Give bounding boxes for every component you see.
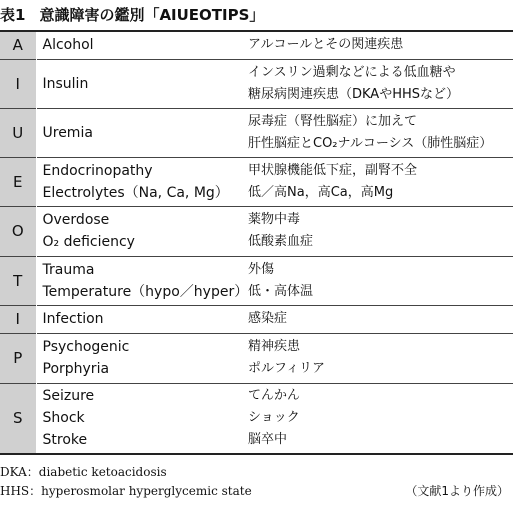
japanese-description-cell — [242, 305, 513, 333]
japanese-description: 低／高Na，高Ca，高Mg — [248, 184, 394, 200]
english-cause: Psychogenic — [42, 339, 130, 355]
japanese-description-cell — [242, 59, 513, 108]
japanese-description: ポルフィリア — [248, 361, 325, 376]
mnemonic-letter: A — [0, 31, 36, 59]
english-cause-cell — [36, 256, 249, 305]
japanese-description-cell — [242, 333, 513, 383]
table-row — [0, 333, 513, 383]
english-cause-cell — [36, 333, 242, 383]
japanese-description: てんかん — [248, 388, 301, 404]
english-cause-cell — [36, 305, 242, 333]
aiueotips-table — [0, 30, 513, 455]
mnemonic-letter: O — [0, 206, 36, 256]
english-cause: Endocrinopathy — [42, 162, 153, 179]
mnemonic-letter: E — [0, 157, 36, 206]
english-cause: Infection — [42, 311, 104, 327]
mnemonic-letter: I — [0, 59, 36, 108]
english-cause: Porphyria — [42, 361, 110, 377]
english-cause-cell — [36, 59, 242, 108]
english-cause: Shock — [42, 410, 85, 427]
japanese-description: 糖尿病関連疾患（DKAやHHSなど） — [248, 86, 460, 102]
japanese-description-cell — [242, 157, 513, 206]
table-row — [0, 59, 513, 108]
japanese-description: 薬物中毒 — [248, 212, 301, 227]
english-cause: Alcohol — [42, 37, 94, 54]
english-cause: Stroke — [42, 432, 88, 449]
japanese-description: 甲状腺機能低下症，副腎不全 — [248, 162, 418, 178]
table-row — [0, 31, 513, 59]
table-body — [0, 31, 513, 454]
table-row — [0, 305, 513, 333]
english-cause-cell — [36, 108, 242, 157]
table-row — [0, 383, 513, 454]
english-cause-cell — [36, 383, 242, 454]
table-number: 表1 — [0, 6, 26, 24]
english-cause: Temperature（hypo／hyper） — [42, 283, 249, 300]
english-cause: O₂ deficiency — [42, 234, 135, 250]
english-cause: Trauma — [42, 261, 95, 278]
table-row — [0, 206, 513, 256]
japanese-description: 低酸素血症 — [248, 234, 314, 249]
english-cause: Overdose — [42, 212, 110, 228]
japanese-description: 精神疾患 — [248, 339, 301, 354]
english-cause: Insulin — [42, 75, 89, 92]
japanese-description: 尿毒症（腎性脳症）に加えて — [248, 113, 418, 129]
table-caption — [0, 2, 264, 28]
mnemonic-letter: U — [0, 108, 36, 157]
japanese-description-cell — [242, 383, 513, 454]
footnote-hhs: HHS：hyperosmolar hyperglycemic state — [0, 484, 252, 498]
table-row — [0, 157, 513, 206]
japanese-description-cell — [242, 108, 513, 157]
table-title: 意識障害の鑑別「AIUEOTIPS」 — [39, 6, 265, 24]
japanese-description: 脳卒中 — [248, 432, 288, 448]
japanese-description-cell — [242, 206, 513, 256]
mnemonic-letter: I — [0, 305, 36, 333]
japanese-description-cell — [242, 256, 513, 305]
table-row — [0, 256, 513, 305]
english-cause: Electrolytes（Na, Ca, Mg） — [42, 184, 229, 201]
japanese-description: ショック — [248, 410, 300, 426]
japanese-description: 肝性脳症とCO₂ナルコーシス（肺性脳症） — [248, 135, 493, 151]
english-cause: Uremia — [42, 124, 93, 141]
footnote-dka: DKA：diabetic ketoacidosis — [0, 465, 167, 479]
english-cause-cell — [36, 206, 242, 256]
japanese-description-cell — [242, 31, 513, 59]
table-row — [0, 108, 513, 157]
source-note: （文献1より作成） — [405, 484, 509, 498]
japanese-description: インスリン過剰などによる低血糖や — [248, 64, 456, 80]
english-cause-cell — [36, 31, 242, 59]
japanese-description: 低・高体温 — [248, 283, 314, 299]
mnemonic-letter: P — [0, 333, 36, 383]
japanese-description: 外傷 — [248, 261, 275, 277]
mnemonic-letter: T — [0, 256, 36, 305]
english-cause: Seizure — [42, 388, 95, 405]
mnemonic-letter: S — [0, 383, 36, 454]
english-cause-cell — [36, 157, 242, 206]
japanese-description: アルコールとその関連疾患 — [248, 37, 404, 53]
japanese-description: 感染症 — [248, 311, 288, 326]
